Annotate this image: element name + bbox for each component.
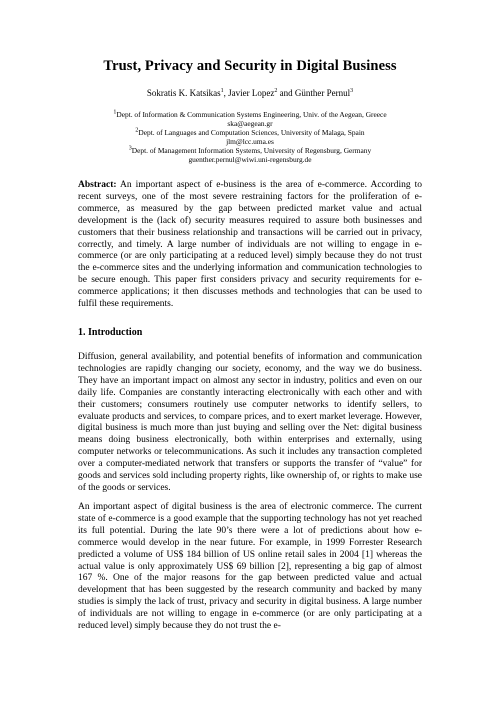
email-text: jlm@lcc.uma.es (226, 137, 274, 146)
section-heading: 1. Introduction (78, 327, 143, 338)
affiliation-text: Dept. of Information & Communication Systems Engineering, Univ. of the Aegean, Greece (116, 110, 387, 119)
body-paragraph: Diffusion, general availability, and potential benefits of information and communication technologies are rapidly changing our society, economy, and the way we do business. They have an important impact on almost any sector in industry, politics and even on our daily life. Companies are constantly interacting electronically with each other and with their customers; consumers routinely use computer networks to identify sellers, to evaluate products and services, to compare prices, and to exert market leverage. However, digital business is much more than just buying and selling over the Net: digital business means doing business electronically, both within enterprises and externally, using computer networks or telecommunications. As such it includes any transaction completed over a computer-mediated network that transfers or supports the transfer of “value” for goods and services sold including property rights, like ownership of, or rights to make use of the goods or services. (78, 352, 422, 493)
affiliation-line (0, 146, 500, 155)
abstract-label: Abstract: (78, 180, 117, 190)
email-text: ska@aegean.gr (227, 119, 273, 128)
author-name: and Günther Pernul (277, 88, 351, 98)
paper-title: Trust, Privacy and Security in Digital Business (103, 58, 397, 74)
affiliation-line (0, 128, 500, 137)
affiliation-text: Dept. of Management Information Systems, University of Regensburg, Germany (131, 146, 372, 155)
author-name: Sokratis K. Katsikas (146, 88, 221, 98)
abstract-text: An important aspect of e-business is the area of e-commerce. According to recent surveys, one of the most severe restraining factors for the proliferation of e-commerce, as measured by the gap between predicted market value and actual development is the (lack of) security measures required to assure both businesses and customers that their business relationship and transactions will be carried out in privacy, correctly, and timely. A large number of individuals are not willing to engage in e-commerce (or are only participating at a reduced level) simply because they do not trust the e-commerce sites and the underlying information and communication technologies to be secure enough. This paper first considers privacy and security requirements for e-commerce applications; it then discusses methods and technologies that can be used to fulfil these requirements. (78, 180, 422, 310)
affiliation-marker: 3 (350, 88, 354, 94)
affiliation-marker: 2 (274, 88, 278, 94)
affiliation-marker: 1 (220, 88, 224, 94)
author-name: , Javier Lopez (223, 88, 275, 98)
affiliation-line (0, 110, 500, 119)
affiliation-text: Dept. of Languages and Computation Sciences, University of Malaga, Spain (138, 128, 365, 137)
email-text: guenther.pernul@wiwi.uni-regensburg.de (188, 155, 312, 164)
affiliation-marker: 2 (135, 127, 139, 134)
affiliation-email (0, 137, 500, 146)
abstract-paragraph (78, 180, 422, 311)
affiliation-marker: 1 (113, 109, 117, 116)
affiliation-marker: 3 (128, 145, 132, 152)
affiliation-email (0, 119, 500, 128)
affiliation-email (0, 155, 500, 164)
body-paragraph: An important aspect of digital business is the area of electronic commerce. The current state of e-commerce is a good example that the supporting technology has not yet reached its full potential. During the late 90’s there were a lot of predictions about how e-commerce would develop in the near future. For example, in 1999 Forrester Research predicted a volume of US$ 184 billion of US online retail sales in 2004 [1] whereas the actual value is only approximately US$ 69 billion [2], representing a big gap of almost 167 %. One of the major reasons for the gap between predicted value and actual development that has been suggested by the research community and backed by many studies is simply the lack of trust, privacy and security in digital business. A large number of individuals are not willing to engage in e-commerce (or are only participating at a reduced level) simply because they do not trust the e- (78, 502, 422, 632)
author-line (0, 88, 500, 98)
